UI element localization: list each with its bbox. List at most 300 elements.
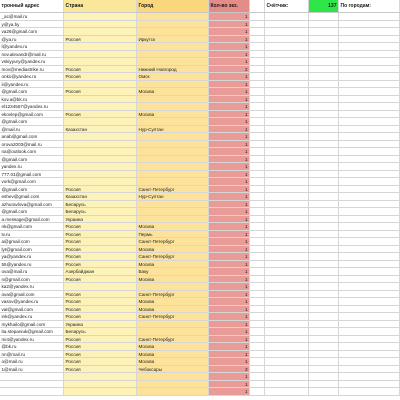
blank-cell[interactable]: [309, 328, 339, 335]
country-cell[interactable]: Казахстан: [64, 193, 137, 200]
qty-cell[interactable]: 1: [209, 358, 250, 365]
blank-cell[interactable]: [250, 43, 265, 50]
country-cell[interactable]: Казахстан: [64, 126, 137, 133]
blank-cell[interactable]: [339, 118, 400, 125]
qty-cell[interactable]: 1: [209, 163, 250, 170]
country-cell[interactable]: [64, 163, 137, 170]
city-cell[interactable]: [137, 156, 209, 163]
qty-cell[interactable]: 1: [209, 111, 250, 118]
blank-cell[interactable]: [339, 51, 400, 58]
city-cell[interactable]: [137, 21, 209, 28]
qty-cell[interactable]: 1: [209, 73, 250, 80]
blank-cell[interactable]: [250, 51, 265, 58]
blank-cell[interactable]: [309, 261, 339, 268]
blank-cell[interactable]: [309, 283, 339, 290]
blank-cell[interactable]: [250, 253, 265, 260]
qty-cell[interactable]: 1: [209, 58, 250, 65]
blank-cell[interactable]: [339, 103, 400, 110]
country-cell[interactable]: [64, 148, 137, 155]
email-cell[interactable]: lyt@gmail.com: [0, 246, 64, 253]
email-cell[interactable]: azhuravlova@gmail.com: [0, 201, 64, 208]
blank-cell[interactable]: [265, 148, 309, 155]
city-cell[interactable]: [137, 381, 209, 388]
blank-cell[interactable]: [265, 231, 309, 238]
qty-cell[interactable]: 1: [209, 21, 250, 28]
blank-cell[interactable]: [339, 313, 400, 320]
blank-cell[interactable]: [250, 246, 265, 253]
blank-cell[interactable]: [309, 343, 339, 350]
blank-cell[interactable]: [309, 141, 339, 148]
email-cell[interactable]: o@mail.ru: [0, 358, 64, 365]
blank-cell[interactable]: [250, 351, 265, 358]
qty-cell[interactable]: 1: [209, 373, 250, 380]
country-cell[interactable]: Россия: [64, 343, 137, 350]
blank-cell[interactable]: [250, 291, 265, 298]
blank-cell[interactable]: [250, 328, 265, 335]
blank-cell[interactable]: [265, 66, 309, 73]
blank-cell[interactable]: [265, 133, 309, 140]
blank-cell[interactable]: [250, 358, 265, 365]
blank-cell[interactable]: [309, 81, 339, 88]
city-cell[interactable]: Чебоксары: [137, 366, 209, 373]
email-cell[interactable]: vork@gmail.com: [0, 178, 64, 185]
city-cell[interactable]: Москва: [137, 246, 209, 253]
blank-cell[interactable]: [309, 298, 339, 305]
blank-cell[interactable]: [265, 373, 309, 380]
blank-cell[interactable]: [339, 261, 400, 268]
blank-cell[interactable]: [339, 343, 400, 350]
blank-cell[interactable]: [250, 36, 265, 43]
email-cell[interactable]: ova@mail.ru: [0, 268, 64, 275]
blank-cell[interactable]: [250, 21, 265, 28]
blank-cell[interactable]: [265, 163, 309, 170]
blank-cell[interactable]: [309, 43, 339, 50]
email-cell[interactable]: @gmail.com: [0, 208, 64, 215]
city-cell[interactable]: [137, 208, 209, 215]
city-cell[interactable]: [137, 51, 209, 58]
blank-cell[interactable]: [339, 58, 400, 65]
city-cell[interactable]: Москва: [137, 306, 209, 313]
email-cell[interactable]: mov@mediastrike.ru: [0, 66, 64, 73]
email-cell[interactable]: 55@yandex.ru: [0, 261, 64, 268]
blank-cell[interactable]: [265, 253, 309, 260]
country-cell[interactable]: Россия: [64, 313, 137, 320]
blank-cell[interactable]: [309, 193, 339, 200]
blank-cell[interactable]: [339, 268, 400, 275]
blank-cell[interactable]: [309, 36, 339, 43]
blank-cell[interactable]: [339, 156, 400, 163]
blank-cell[interactable]: [309, 313, 339, 320]
country-cell[interactable]: [64, 96, 137, 103]
blank-cell[interactable]: [265, 366, 309, 373]
city-cell[interactable]: [137, 28, 209, 35]
city-cell[interactable]: [137, 133, 209, 140]
blank-cell[interactable]: [250, 118, 265, 125]
qty-cell[interactable]: 1: [209, 81, 250, 88]
blank-cell[interactable]: [250, 321, 265, 328]
blank-cell[interactable]: [250, 343, 265, 350]
blank-cell[interactable]: [309, 118, 339, 125]
blank-cell[interactable]: [309, 231, 339, 238]
blank-cell[interactable]: [265, 336, 309, 343]
blank-cell[interactable]: [309, 148, 339, 155]
email-cell[interactable]: @gmail.com: [0, 88, 64, 95]
qty-cell[interactable]: 1: [209, 253, 250, 260]
qty-cell[interactable]: 1: [209, 133, 250, 140]
city-cell[interactable]: [137, 96, 209, 103]
blank-cell[interactable]: [250, 178, 265, 185]
blank-cell[interactable]: [250, 156, 265, 163]
country-cell[interactable]: [64, 118, 137, 125]
blank-cell[interactable]: [250, 73, 265, 80]
qty-cell[interactable]: 1: [209, 148, 250, 155]
email-cell[interactable]: @gmail.com: [0, 156, 64, 163]
blank-cell[interactable]: [265, 246, 309, 253]
city-cell[interactable]: [137, 148, 209, 155]
city-cell[interactable]: [137, 13, 209, 20]
blank-cell[interactable]: [309, 58, 339, 65]
blank-cell[interactable]: [265, 313, 309, 320]
blank-cell[interactable]: [265, 291, 309, 298]
city-cell[interactable]: [137, 178, 209, 185]
blank-cell[interactable]: [250, 193, 265, 200]
country-cell[interactable]: [64, 388, 137, 395]
qty-cell[interactable]: 1: [209, 298, 250, 305]
email-cell[interactable]: eshev@gmail.com: [0, 193, 64, 200]
country-cell[interactable]: Россия: [64, 291, 137, 298]
blank-cell[interactable]: [309, 66, 339, 73]
country-cell[interactable]: [64, 28, 137, 35]
country-cell[interactable]: Россия: [64, 246, 137, 253]
qty-cell[interactable]: 1: [209, 291, 250, 298]
blank-cell[interactable]: [250, 366, 265, 373]
qty-cell[interactable]: 1: [209, 51, 250, 58]
blank-cell[interactable]: [265, 58, 309, 65]
email-cell[interactable]: va26@gmail.com: [0, 28, 64, 35]
blank-cell[interactable]: [265, 343, 309, 350]
city-cell[interactable]: Санкт-Петербург: [137, 313, 209, 320]
email-cell[interactable]: orova2003@mail.ru: [0, 141, 64, 148]
city-cell[interactable]: Москва: [137, 276, 209, 283]
country-cell[interactable]: [64, 141, 137, 148]
qty-cell[interactable]: 1: [209, 238, 250, 245]
city-cell[interactable]: Москва: [137, 223, 209, 230]
country-cell[interactable]: [64, 381, 137, 388]
qty-cell[interactable]: 1: [209, 171, 250, 178]
blank-cell[interactable]: [265, 208, 309, 215]
blank-cell[interactable]: [309, 126, 339, 133]
blank-cell[interactable]: [265, 388, 309, 395]
qty-cell[interactable]: 1: [209, 43, 250, 50]
blank-cell[interactable]: [250, 276, 265, 283]
blank-cell[interactable]: [339, 366, 400, 373]
qty-cell[interactable]: 1: [209, 313, 250, 320]
blank-cell[interactable]: [339, 306, 400, 313]
email-cell[interactable]: a@gmail.com: [0, 238, 64, 245]
city-cell[interactable]: [137, 103, 209, 110]
country-cell[interactable]: [64, 171, 137, 178]
country-cell[interactable]: Россия: [64, 88, 137, 95]
email-cell[interactable]: y@ya.by: [0, 21, 64, 28]
email-cell[interactable]: ova@gmail.com: [0, 291, 64, 298]
blank-cell[interactable]: [339, 276, 400, 283]
qty-cell[interactable]: 1: [209, 388, 250, 395]
blank-cell[interactable]: [265, 306, 309, 313]
blank-cell[interactable]: [339, 201, 400, 208]
country-cell[interactable]: [64, 58, 137, 65]
email-cell[interactable]: mykhailo@gmail.com: [0, 321, 64, 328]
counter-label[interactable]: Счётчик:: [265, 0, 309, 12]
blank-cell[interactable]: [265, 141, 309, 148]
header-blank[interactable]: [250, 0, 265, 12]
qty-cell[interactable]: 1: [209, 126, 250, 133]
blank-cell[interactable]: [339, 298, 400, 305]
city-cell[interactable]: Москва: [137, 88, 209, 95]
blank-cell[interactable]: [265, 298, 309, 305]
city-cell[interactable]: [137, 171, 209, 178]
blank-cell[interactable]: [339, 238, 400, 245]
email-cell[interactable]: l@yandex.ru: [0, 43, 64, 50]
blank-cell[interactable]: [339, 126, 400, 133]
city-cell[interactable]: [137, 118, 209, 125]
country-cell[interactable]: [64, 283, 137, 290]
email-cell[interactable]: na@outlook.com: [0, 148, 64, 155]
qty-cell[interactable]: 1: [209, 178, 250, 185]
blank-cell[interactable]: [265, 186, 309, 193]
city-cell[interactable]: Санкт-Петербург: [137, 336, 209, 343]
city-cell[interactable]: [137, 321, 209, 328]
qty-cell[interactable]: 1: [209, 283, 250, 290]
blank-cell[interactable]: [309, 351, 339, 358]
city-cell[interactable]: Иркутск: [137, 36, 209, 43]
city-cell[interactable]: Санкт-Петербург: [137, 291, 209, 298]
blank-cell[interactable]: [250, 201, 265, 208]
blank-cell[interactable]: [250, 103, 265, 110]
qty-cell[interactable]: 1: [209, 96, 250, 103]
email-cell[interactable]: ya@yandex.ru: [0, 253, 64, 260]
country-cell[interactable]: [64, 103, 137, 110]
blank-cell[interactable]: [250, 13, 265, 20]
qty-cell[interactable]: 1: [209, 13, 250, 20]
email-cell[interactable]: 1@mail.ru: [0, 366, 64, 373]
city-cell[interactable]: [137, 81, 209, 88]
blank-cell[interactable]: [265, 261, 309, 268]
city-cell[interactable]: Москва: [137, 351, 209, 358]
blank-cell[interactable]: [265, 13, 309, 20]
blank-cell[interactable]: [339, 381, 400, 388]
blank-cell[interactable]: [265, 283, 309, 290]
country-cell[interactable]: [64, 373, 137, 380]
blank-cell[interactable]: [309, 253, 339, 260]
country-cell[interactable]: Россия: [64, 66, 137, 73]
city-cell[interactable]: Омск: [137, 73, 209, 80]
country-cell[interactable]: Россия: [64, 73, 137, 80]
blank-cell[interactable]: [339, 88, 400, 95]
qty-cell[interactable]: 1: [209, 118, 250, 125]
city-cell[interactable]: Санкт-Петербург: [137, 253, 209, 260]
blank-cell[interactable]: [339, 246, 400, 253]
country-cell[interactable]: Россия: [64, 223, 137, 230]
country-cell[interactable]: Беларусь: [64, 328, 137, 335]
blank-cell[interactable]: [339, 216, 400, 223]
blank-cell[interactable]: [309, 358, 339, 365]
city-cell[interactable]: [137, 283, 209, 290]
email-cell[interactable]: vskiyyury@yandex.ru: [0, 58, 64, 65]
blank-cell[interactable]: [339, 388, 400, 395]
email-cell[interactable]: ekovlep@gmail.com: [0, 111, 64, 118]
email-cell[interactable]: ink@yandex.ru: [0, 313, 64, 320]
blank-cell[interactable]: [265, 88, 309, 95]
blank-cell[interactable]: [265, 223, 309, 230]
qty-cell[interactable]: 1: [209, 246, 250, 253]
header-qty[interactable]: Кол-во экз.: [209, 0, 250, 12]
qty-cell[interactable]: 1: [209, 201, 250, 208]
email-cell[interactable]: [0, 388, 64, 395]
blank-cell[interactable]: [265, 268, 309, 275]
blank-cell[interactable]: [265, 358, 309, 365]
qty-cell[interactable]: 1: [209, 328, 250, 335]
blank-cell[interactable]: [250, 111, 265, 118]
blank-cell[interactable]: [339, 178, 400, 185]
blank-cell[interactable]: [250, 96, 265, 103]
blank-cell[interactable]: [265, 28, 309, 35]
qty-cell[interactable]: 1: [209, 231, 250, 238]
blank-cell[interactable]: [250, 133, 265, 140]
blank-cell[interactable]: [309, 201, 339, 208]
qty-cell[interactable]: 1: [209, 381, 250, 388]
blank-cell[interactable]: [339, 111, 400, 118]
blank-cell[interactable]: [339, 73, 400, 80]
qty-cell[interactable]: 1: [209, 268, 250, 275]
qty-cell[interactable]: 1: [209, 103, 250, 110]
blank-cell[interactable]: [250, 163, 265, 170]
blank-cell[interactable]: [265, 36, 309, 43]
blank-cell[interactable]: [265, 51, 309, 58]
qty-cell[interactable]: 1: [209, 193, 250, 200]
blank-cell[interactable]: [265, 193, 309, 200]
qty-cell[interactable]: 1: [209, 306, 250, 313]
qty-cell[interactable]: 1: [209, 141, 250, 148]
email-cell[interactable]: ka2@yandex.ru: [0, 283, 64, 290]
email-cell[interactable]: 777.01@gmail.com: [0, 171, 64, 178]
blank-cell[interactable]: [309, 306, 339, 313]
city-cell[interactable]: Москва: [137, 343, 209, 350]
email-cell[interactable]: a.message@gmail.com: [0, 216, 64, 223]
country-cell[interactable]: Россия: [64, 358, 137, 365]
email-cell[interactable]: n@gmail.com: [0, 276, 64, 283]
blank-cell[interactable]: [339, 231, 400, 238]
city-cell[interactable]: Нижний Новгород: [137, 66, 209, 73]
email-cell[interactable]: @ya.ru: [0, 36, 64, 43]
blank-cell[interactable]: [339, 36, 400, 43]
blank-cell[interactable]: [309, 223, 339, 230]
qty-cell[interactable]: 1: [209, 343, 250, 350]
qty-cell[interactable]: 1: [209, 276, 250, 283]
country-cell[interactable]: Россия: [64, 253, 137, 260]
email-cell[interactable]: @bk.ru: [0, 343, 64, 350]
country-cell[interactable]: [64, 21, 137, 28]
country-cell[interactable]: Россия: [64, 111, 137, 118]
city-cell[interactable]: Москва: [137, 261, 209, 268]
blank-cell[interactable]: [339, 223, 400, 230]
blank-cell[interactable]: [339, 141, 400, 148]
blank-cell[interactable]: [250, 81, 265, 88]
blank-cell[interactable]: [309, 103, 339, 110]
blank-cell[interactable]: [309, 246, 339, 253]
country-cell[interactable]: Россия: [64, 336, 137, 343]
blank-cell[interactable]: [309, 381, 339, 388]
country-cell[interactable]: [64, 156, 137, 163]
blank-cell[interactable]: [265, 276, 309, 283]
country-cell[interactable]: Беларусь: [64, 208, 137, 215]
qty-cell[interactable]: 1: [209, 321, 250, 328]
blank-cell[interactable]: [339, 321, 400, 328]
header-country[interactable]: Страна: [64, 0, 137, 12]
blank-cell[interactable]: [309, 321, 339, 328]
country-cell[interactable]: [64, 13, 137, 20]
email-cell[interactable]: val@gmail.com: [0, 306, 64, 313]
blank-cell[interactable]: [339, 81, 400, 88]
blank-cell[interactable]: [250, 223, 265, 230]
email-cell[interactable]: @mail.ru: [0, 126, 64, 133]
blank-cell[interactable]: [339, 21, 400, 28]
blank-cell[interactable]: [250, 208, 265, 215]
blank-cell[interactable]: [339, 358, 400, 365]
email-cell[interactable]: @gmail.com: [0, 118, 64, 125]
blank-cell[interactable]: [250, 216, 265, 223]
blank-cell[interactable]: [309, 336, 339, 343]
blank-cell[interactable]: [250, 148, 265, 155]
blank-cell[interactable]: [265, 126, 309, 133]
blank-cell[interactable]: [250, 268, 265, 275]
blank-cell[interactable]: [339, 336, 400, 343]
country-cell[interactable]: Беларусь: [64, 201, 137, 208]
blank-cell[interactable]: [309, 96, 339, 103]
blank-cell[interactable]: [265, 81, 309, 88]
blank-cell[interactable]: [265, 21, 309, 28]
blank-cell[interactable]: [309, 21, 339, 28]
blank-cell[interactable]: [250, 126, 265, 133]
blank-cell[interactable]: [339, 43, 400, 50]
city-cell[interactable]: Баку: [137, 268, 209, 275]
city-cell[interactable]: Санкт-Петербург: [137, 238, 209, 245]
blank-cell[interactable]: [250, 238, 265, 245]
blank-cell[interactable]: [265, 381, 309, 388]
blank-cell[interactable]: [265, 111, 309, 118]
blank-cell[interactable]: [265, 171, 309, 178]
qty-cell[interactable]: 1: [209, 156, 250, 163]
city-cell[interactable]: [137, 201, 209, 208]
blank-cell[interactable]: [309, 28, 339, 35]
blank-cell[interactable]: [309, 208, 339, 215]
country-cell[interactable]: Россия: [64, 231, 137, 238]
by-cities-label[interactable]: По городам:: [339, 0, 400, 12]
blank-cell[interactable]: [339, 291, 400, 298]
blank-cell[interactable]: [309, 276, 339, 283]
blank-cell[interactable]: [250, 88, 265, 95]
blank-cell[interactable]: [250, 66, 265, 73]
blank-cell[interactable]: [339, 328, 400, 335]
blank-cell[interactable]: [250, 306, 265, 313]
blank-cell[interactable]: [309, 388, 339, 395]
email-cell[interactable]: ii@yandex.ru: [0, 81, 64, 88]
country-cell[interactable]: [64, 43, 137, 50]
city-cell[interactable]: Москва: [137, 358, 209, 365]
blank-cell[interactable]: [339, 96, 400, 103]
blank-cell[interactable]: [309, 366, 339, 373]
city-cell[interactable]: [137, 43, 209, 50]
blank-cell[interactable]: [309, 111, 339, 118]
